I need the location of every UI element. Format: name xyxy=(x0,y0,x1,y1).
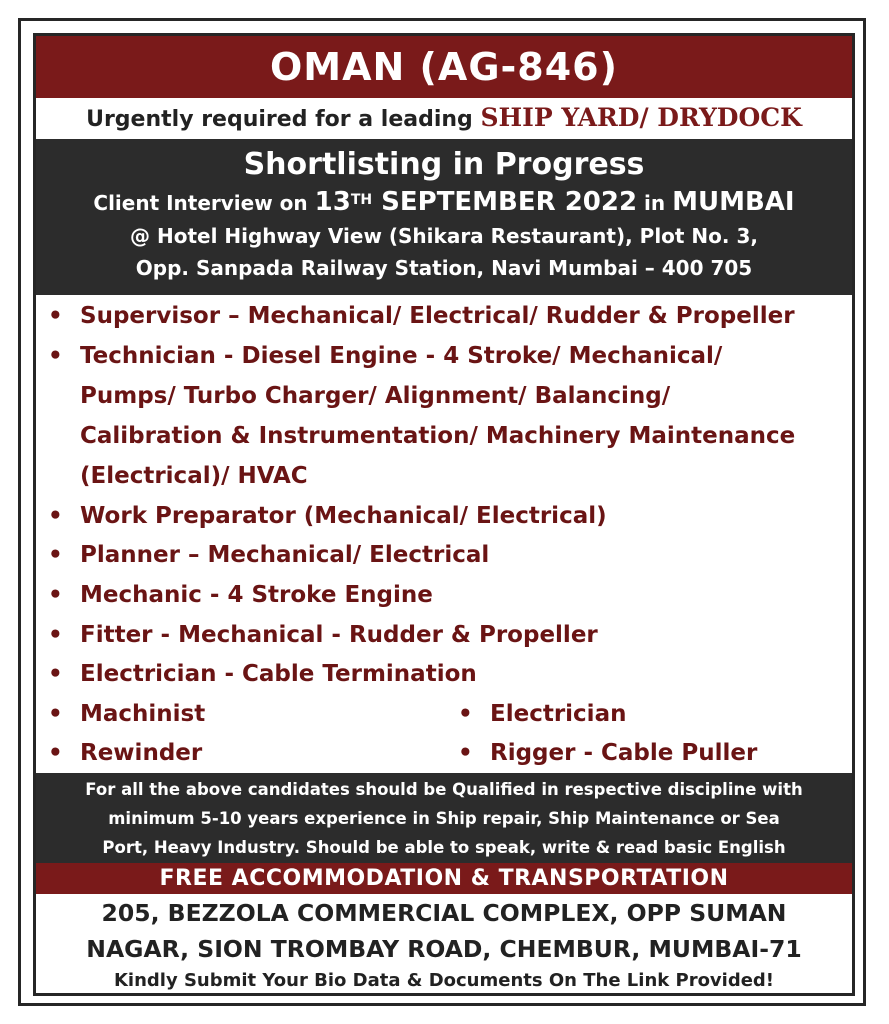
venue-line-1: @ Hotel Highway View (Shikara Restaurant), Plot No. 3, xyxy=(130,224,758,248)
subtitle xyxy=(36,98,852,138)
benefits-banner: FREE ACCOMMODATION & TRANSPORTATION xyxy=(36,863,852,894)
venue-line-2: Opp. Sanpada Railway Station, Navi Mumbai – 400 705 xyxy=(135,256,753,280)
bullet-icon: • xyxy=(458,740,473,766)
list-item-continuation: Pumps/ Turbo Charger/ Alignment/ Balancing/ xyxy=(80,383,671,409)
interview-month-year: SEPTEMBER 2022 xyxy=(372,187,638,217)
list-item-continuation: Calibration & Instrumentation/ Machinery Maintenance xyxy=(80,423,796,449)
interview-line xyxy=(36,185,852,220)
requirements-line-3: Port, Heavy Industry. Should be able to speak, write & read basic English xyxy=(102,838,786,857)
bullet-icon: • xyxy=(48,582,63,608)
subtitle-highlight: SHIP YARD/ DRYDOCK xyxy=(480,103,802,132)
requirements-line-2: minimum 5-10 years experience in Ship repair, Ship Maintenance or Sea xyxy=(108,809,780,828)
positions-list: • Supervisor – Mechanical/ Electrical/ Rudder & Propeller • Technician - Diesel Engine - 4 Stroke/ Mechanical/ Pumps/ Turbo Charger/ Alignment/ Balancing/ Calibration & Instrumentation/ Machinery Maintenance (Electrical)/ HVAC • Work Preparator (Mechanical/ Electrical) • Planner – Mechanical/ Electrical • Mechanic - 4 Stroke Engine • Fitter - Mechanical - Rudder & Propeller • Electrician - Cable Termination • Machinist • Electrician • Rewinder • Rigger - Cable Puller xyxy=(36,296,852,771)
bullet-icon: • xyxy=(48,622,63,648)
interview-day-suffix: TH xyxy=(350,192,373,208)
address-line-2: NAGAR, SION TROMBAY ROAD, CHEMBUR, MUMBAI-71 xyxy=(86,935,802,963)
requirements-block xyxy=(36,773,852,863)
address-block xyxy=(36,894,852,996)
bullet-icon: • xyxy=(48,661,63,687)
requirements-line-1: For all the above candidates should be Qualified in respective discipline with xyxy=(85,780,803,799)
address-line-1: 205, BEZZOLA COMMERCIAL COMPLEX, OPP SUMAN xyxy=(101,899,787,927)
bullet-icon: • xyxy=(48,303,63,329)
subtitle-prefix: Urgently required for a leading xyxy=(86,107,481,132)
interview-in: in xyxy=(637,191,673,215)
bullet-icon: • xyxy=(48,343,63,369)
interview-day: 13 xyxy=(314,187,351,217)
interview-city: MUMBAI xyxy=(672,187,795,217)
bullet-icon: • xyxy=(48,740,63,766)
bullet-icon: • xyxy=(458,701,473,727)
submit-note: Kindly Submit Your Bio Data & Documents On The Link Provided! xyxy=(113,970,775,991)
interview-banner xyxy=(36,139,852,295)
bullet-icon: • xyxy=(48,701,63,727)
interview-prefix: Client Interview on xyxy=(93,191,315,215)
poster xyxy=(33,33,855,996)
bullet-icon: • xyxy=(48,503,63,529)
list-item-continuation: (Electrical)/ HVAC xyxy=(80,463,308,489)
status-heading: Shortlisting in Progress xyxy=(243,147,645,182)
page-title: OMAN (AG-846) xyxy=(36,36,852,98)
bullet-icon: • xyxy=(48,542,63,568)
